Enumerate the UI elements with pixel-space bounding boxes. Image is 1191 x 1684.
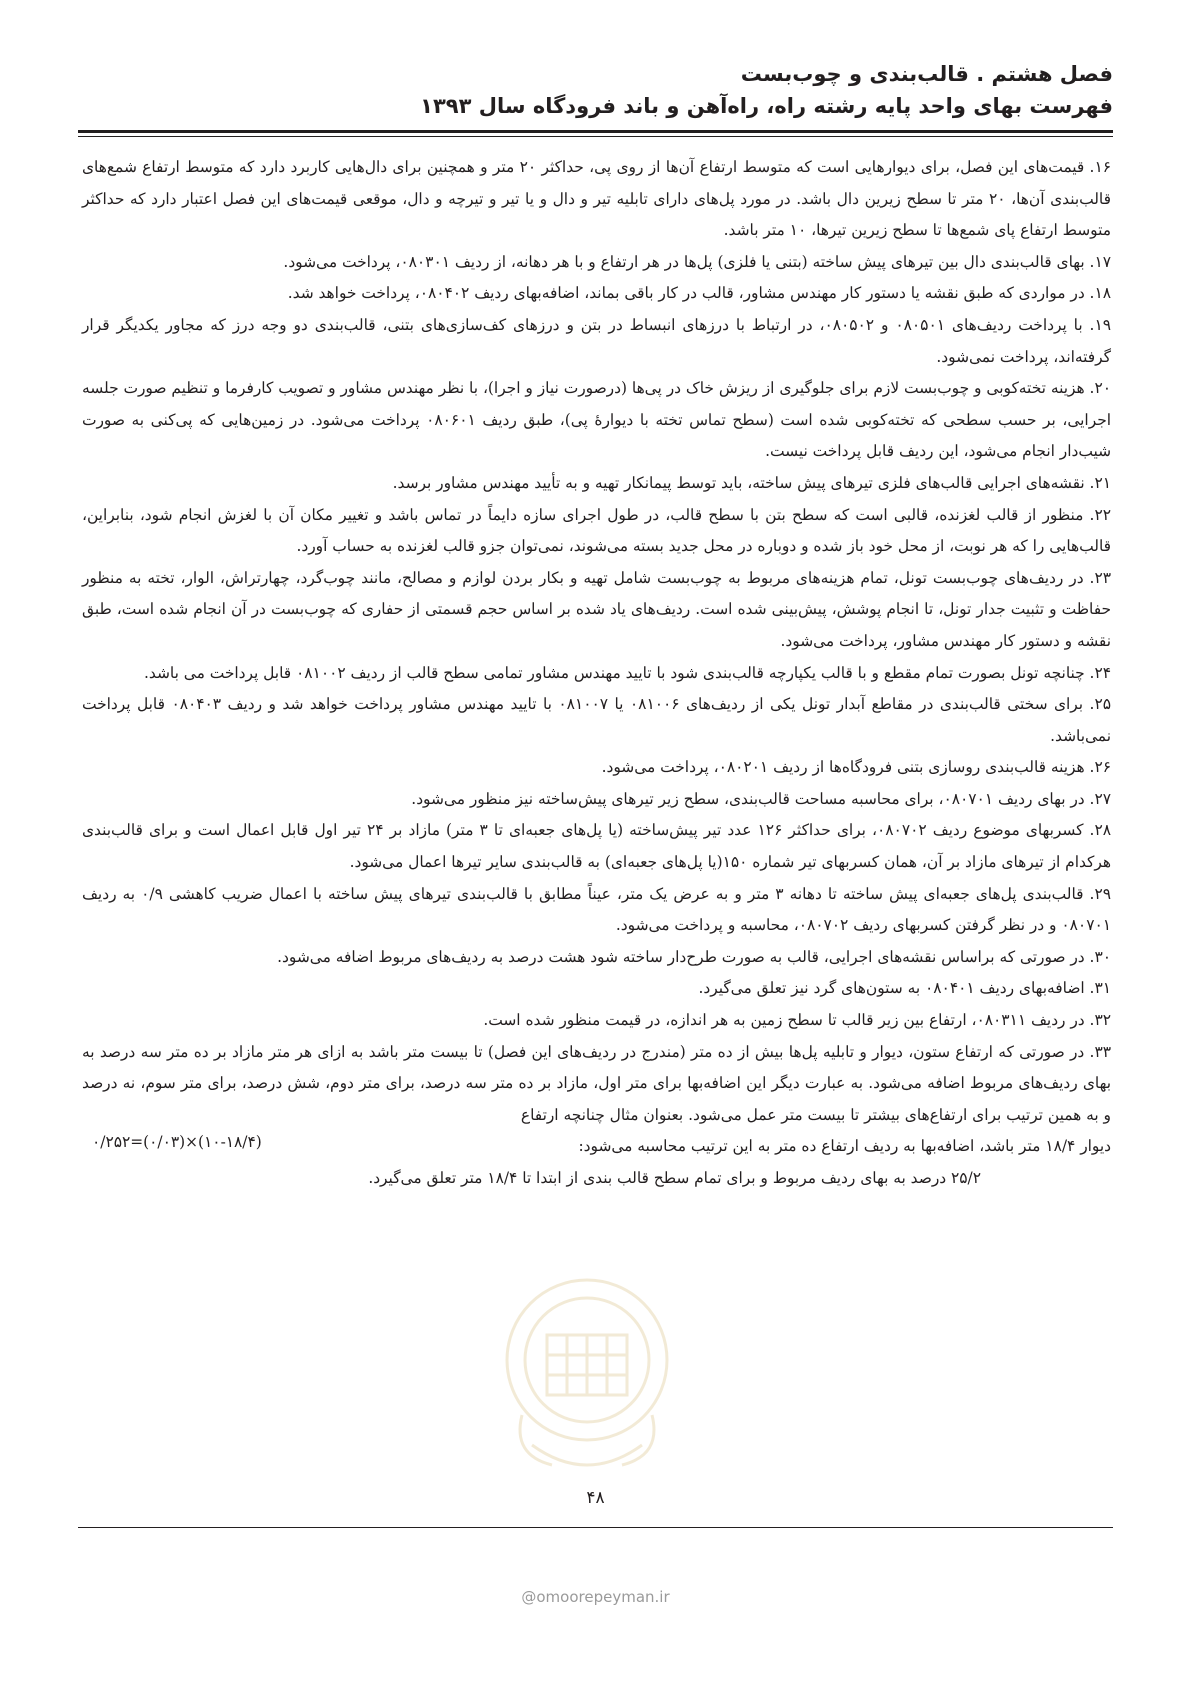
document-subtitle: فهرست بهای واحد پایه رشته راه، راه‌آهن و باند فرودگاه سال ۱۳۹۳ — [420, 94, 1113, 118]
clause-25: ۲۵. برای سختی قالب‌بندی در مقاطع آبدار تونل یکی از ردیف‌های ۰۸۱۰۰۶ یا ۰۸۱۰۰۷ با تایید مهندس مشاور پرداخت خواهد شد و ردیف ۰۸۰۴۰۳ قابل پرداخت نمی‌باشد. — [82, 695, 1111, 745]
clause-17: ۱۷. بهای قالب‌بندی دال بین تیرهای پیش ساخته (بتنی یا فلزی) پل‌ها در هر ارتفاع و با هر دهانه، از ردیف ۰۸۰۳۰۱، پرداخت می‌شود. — [283, 252, 1111, 271]
page-number: ۴۸ — [586, 1488, 605, 1508]
emblem-watermark — [492, 1265, 682, 1495]
chapter-title: فصل هشتم . قالب‌بندی و چوب‌بست — [740, 62, 1113, 86]
footer-rule — [78, 1527, 1113, 1528]
header-rule-thin — [78, 136, 1113, 137]
clause-20: ۲۰. هزینه تخته‌کوبی و چوب‌بست لازم برای جلوگیری از ریزش خاک در پی‌ها (درصورت نیاز و اجرا)، با نظر مهندس مشاور و تصویب کارفرما و تنظیم صورت جلسه اجرایی، بر حسب سطحی که تخته‌کوبی شده است (سطح تماس تخته با دیوارهٔ پی)، طبق ردیف ۰۸۰۶۰۱ پرداخت می‌شود. در زمین‌هایی که پی‌کنی به صورت شیب‌دار انجام می‌شود، این ردیف قابل پرداخت نیست. — [82, 379, 1111, 461]
calculation-formula: ۰/۲۵۲=(۰/۰۳)×(۱۰-۱۸/۴) — [92, 1133, 262, 1152]
clause-26: ۲۶. هزینه قالب‌بندی روسازی بتنی فرودگاه‌ها از ردیف ۰۸۰۲۰۱، پرداخت می‌شود. — [601, 758, 1111, 777]
clause-18: ۱۸. در مواردی که طبق نقشه یا دستور کار مهندس مشاور، قالب در کار باقی بماند، اضافه‌بهای ردیف ۰۸۰۴۰۲، پرداخت خواهد شد. — [287, 284, 1111, 303]
clause-29: ۲۹. قالب‌بندی پل‌های جعبه‌ای پیش ساخته تا دهانه ۳ متر و به عرض یک متر، عیناً مطابق با قالب‌بندی تیرهای پیش ساخته با اعمال ضریب کاهشی ۰/۹ به ردیف ۰۸۰۷۰۱ و در نظر گرفتن کسربهای ردیف ۰۸۰۷۰۲، محاسبه و پرداخت می‌شود. — [82, 884, 1111, 935]
page-header — [73, 58, 1113, 122]
clause-27: ۲۷. در بهای ردیف ۰۸۰۷۰۱، برای محاسبه مساحت قالب‌بندی، سطح زیر تیرهای پیش‌ساخته نیز منظور می‌شود. — [411, 789, 1111, 808]
calculation-line — [82, 1131, 1111, 1163]
body-text — [82, 152, 1111, 1195]
clause-33: ۳۳. در صورتی که ارتفاع ستون، دیوار و تابلیه پل‌ها بیش از ده متر (مندرج در ردیف‌های این فصل) تا بیست متر باشد به ازای هر متر مازاد بر ده متر سه درصد به بهای ردیف‌های مربوط اضافه می‌شود. به عبارت دیگر این اضافه‌بها برای متر اول، مازاد بر ده متر سه درصد، برای متر دوم، شش درصد، برای متر سوم، نه درصد و به همین ترتیب برای ارتفاع‌های بیشتر تا بیست متر عمل می‌شود. بعنوان مثال چنانچه ارتفاع — [82, 1042, 1111, 1124]
clause-30: ۳۰. در صورتی که براساس نقشه‌های اجرایی، قالب به صورت طرح‌دار ساخته شود هشت درصد به ردیف‌های مربوط اضافه می‌شود. — [277, 947, 1111, 966]
clause-16: ۱۶. قیمت‌های این فصل، برای دیوارهایی است که متوسط ارتفاع آن‌ها از روی پی، حداکثر ۲۰ متر و همچنین برای دال‌هایی کاربرد دارد که متوسط ارتفاع شمع‌های قالب‌بندی آن‌ها، ۲۰ متر تا سطح زیرین دال باشد. در مورد پل‌های دارای تابلیه تیر و دال و یا تیر و تیرچه و دال، موقعی قیمت‌های این فصل اعتبار دارد که حداکثر متوسط ارتفاع پای شمع‌ها تا سطح زیرین تیرها، ۱۰ متر باشد. — [82, 158, 1111, 240]
clause-33-result: ۲۵/۲ درصد به بهای ردیف مربوط و برای تمام سطح قالب بندی از ابتدا تا ۱۸/۴ متر تعلق می‌گیرد. — [368, 1169, 981, 1187]
header-rule-thick — [78, 130, 1113, 133]
clause-28: ۲۸. کسربهای موضوع ردیف ۰۸۰۷۰۲، برای حداکثر ۱۲۶ عدد تیر پیش‌ساخته (یا پل‌های جعبه‌ای تا ۳ متر) مازاد بر ۲۴ تیر اول قابل اعمال است و برای قالب‌بندی هرکدام از تیرهای مازاد بر آن، همان کسربهای تیر شماره ۱۵۰(یا پل‌های جعبه‌ای) به قالب‌بندی سایر تیرها اعمال می‌شود. — [82, 821, 1111, 872]
calculation-text: دیوار ۱۸/۴ متر باشد، اضافه‌بها به ردیف ارتفاع ده متر به این ترتیب محاسبه می‌شود: — [578, 1137, 1111, 1156]
footer-site: @omoorepeyman.ir — [521, 1588, 670, 1606]
clause-21: ۲۱. نقشه‌های اجرایی قالب‌های فلزی تیرهای پیش ساخته، باید توسط پیمانکار تهیه و به تأیید مهندس مشاور برسد. — [392, 473, 1111, 492]
clause-32: ۳۲. در ردیف ۰۸۰۳۱۱، ارتفاع بین زیر قالب تا سطح زمین به هر اندازه، در قیمت منظور شده است. — [483, 1011, 1111, 1030]
clause-22: ۲۲. منظور از قالب لغزنده، قالبی است که سطح بتن با سطح قالب، در طول اجرای سازه دایماً در تماس باشد و تغییر مکان آن با لغزش انجام شود، بنابراین، قالب‌هایی را که هر نوبت، از محل خود باز شده و دوباره در محل جدید بسته می‌شوند، نمی‌توان جزو قالب لغزنده به حساب آورد. — [82, 505, 1111, 556]
clause-24: ۲۴. چنانچه تونل بصورت تمام مقطع و با قالب یکپارچه قالب‌بندی شود با تایید مهندس مشاور تمامی سطح قالب از ردیف ۰۸۱۰۰۲ قابل پرداخت می باشد. — [144, 663, 1111, 682]
clause-23: ۲۳. در ردیف‌های چوب‌بست تونل، تمام هزینه‌های مربوط به چوب‌بست شامل تهیه و بکار بردن لوازم و مصالح، مانند چوب‌گرد، چهارتراش، الوار، تخته به منظور حفاظت و تثبیت جدار تونل، تا انجام پوشش، پیش‌بینی شده است. ردیف‌های یاد شده بر اساس حجم قسمتی از حفاری که چوب‌بست در آن انجام شده است، طبق نقشه و دستور کار مهندس مشاور، پرداخت می‌شود. — [82, 568, 1111, 650]
clause-31: ۳۱. اضافه‌بهای ردیف ۰۸۰۴۰۱ به ستون‌های گرد نیز تعلق می‌گیرد. — [698, 979, 1111, 998]
clause-19: ۱۹. با پرداخت ردیف‌های ۰۸۰۵۰۱ و ۰۸۰۵۰۲، در ارتباط با درزهای انبساط در بتن و درزهای کف‌سازی‌های بتنی، قالب‌بندی دو وجه درز که مجاور یکدیگر قرار گرفته‌اند، پرداخت نمی‌شود. — [82, 315, 1111, 366]
